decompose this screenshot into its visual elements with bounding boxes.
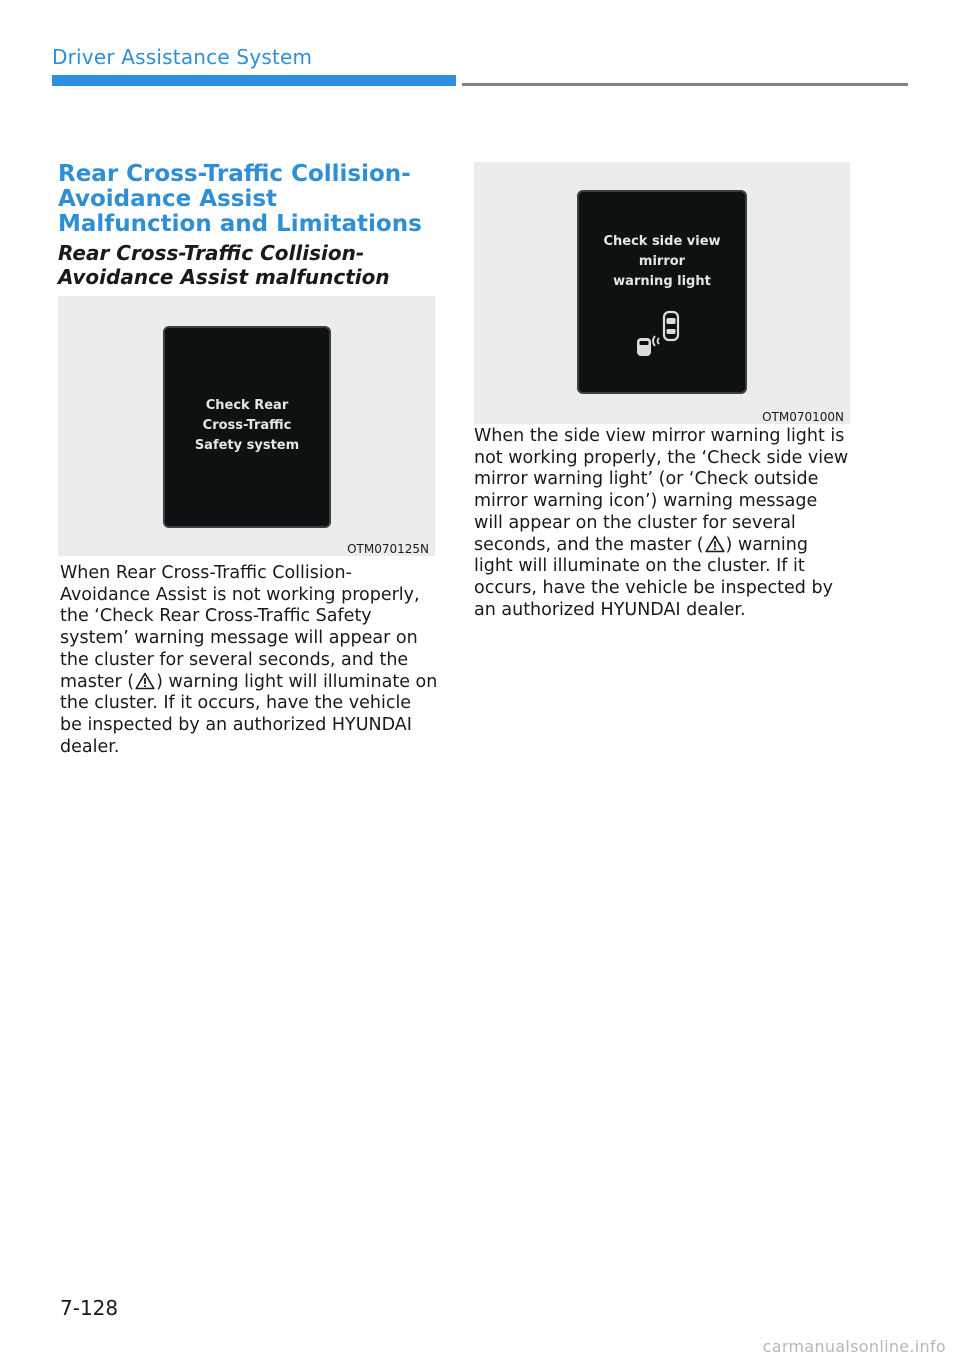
figure-code: OTM070125N (347, 542, 429, 556)
page-number: 7-128 (60, 1296, 119, 1320)
cluster-message-line: Cross-Traffic (202, 418, 292, 433)
cluster-screen (577, 190, 747, 394)
section-title: Rear Cross-Traffic Collision-Avoidance Assist Malfunction and Limitations (58, 161, 422, 237)
cluster-message-line: Check Rear (205, 398, 289, 413)
body-paragraph-side-mirror (474, 426, 850, 621)
master-warning-icon (705, 535, 725, 553)
header-bar-gray (462, 83, 908, 86)
subsection-title: Rear Cross-Traffic Collision-Avoidance Assist malfunction (58, 241, 390, 289)
cluster-message (165, 396, 329, 456)
cluster-message-line: warning light (613, 274, 711, 289)
body-paragraph-rcca (60, 563, 438, 758)
paragraph-text: ) warning light will illuminate on the cluster. If it occurs, have the vehicle be inspected by an authorized HYUNDAI dealer. (60, 671, 438, 757)
figure-side-mirror-message (474, 162, 850, 424)
cluster-message (579, 232, 745, 292)
cluster-message-line: Safety system (194, 438, 300, 453)
watermark: carmanualsonline.info (762, 1337, 946, 1356)
paragraph-text: When the side view mirror warning light is not working properly, the ‘Check side view mirror warning light’ (or ‘Check outside mirror warning icon’) warning message will appear on the cluster for several seconds, and the master ( (474, 426, 849, 555)
figure-rcca-message (58, 296, 435, 556)
cluster-screen (163, 326, 331, 528)
paragraph-text: When Rear Cross-Traffic Collision-Avoidance Assist is not working properly, the ‘Check Rear Cross-Traffic Safety system’ warning message will appear on the cluster for several seconds, and the master ( (60, 563, 420, 692)
paragraph-text: ) warning light will illuminate on the cluster. If it occurs, have the vehicle be inspected by an authorized HYUNDAI dealer. (474, 534, 833, 620)
side-mirror-warning-icon (635, 308, 691, 364)
figure-code: OTM070100N (762, 410, 844, 424)
master-warning-icon (135, 672, 155, 690)
cluster-message-line: Check side view mirror (603, 234, 721, 269)
header-title: Driver Assistance System (52, 45, 313, 69)
header-bar-blue (52, 75, 456, 86)
